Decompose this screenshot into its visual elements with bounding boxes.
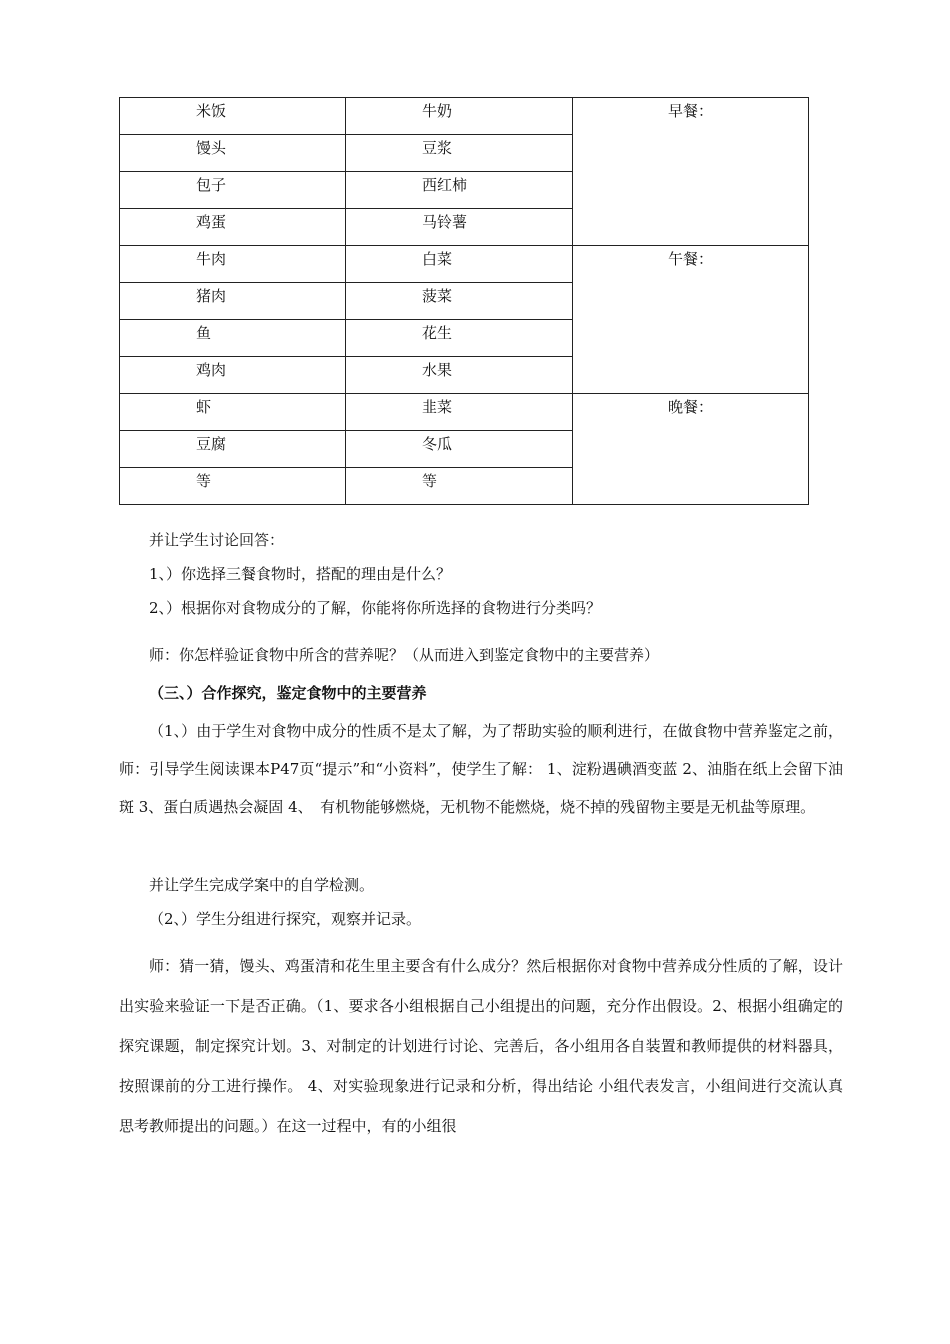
breakfast-cell: 早餐： [573,98,809,246]
table-cell: 等 [120,468,346,505]
discussion-intro: 并让学生讨论回答： [149,531,285,549]
lunch-cell: 午餐： [573,246,809,394]
table-cell: 白菜 [346,246,573,283]
table-cell: 豆浆 [346,135,573,172]
question-2: 2、）根据你对食物成分的了解，你能将你所选择的食物进行分类吗？ [149,599,602,617]
table-row [120,394,809,431]
teacher-question: 师：你怎样验证食物中所含的营养呢？（从而进入到鉴定食物中的主要营养） [149,646,660,664]
table-cell: 等 [346,468,573,505]
table-row [120,246,809,283]
table-cell: 虾 [120,394,346,431]
table-cell: 西红柿 [346,172,573,209]
table-cell: 冬瓜 [346,431,573,468]
section-heading: （三、）合作探究，鉴定食物中的主要营养 [149,684,427,702]
table-cell: 牛奶 [346,98,573,135]
table-cell: 花生 [346,320,573,357]
step-1-paragraph: （1、）由于学生对食物中成分的性质不是太了解，为了帮助实验的顺利进行，在做食物中营养鉴定之前，师：引导学生阅读课本P47页“提示”和“小资料”，使学生了解： 1、淀粉遇碘酒变蓝 2、油脂在纸上会留下油斑 3、蛋白质遇热会凝固 4、 有机物能够燃烧，无机物不能燃烧，烧不掉的残留物主要是无机盐等原理。 [119,722,843,816]
table-cell: 猪肉 [120,283,346,320]
food-choice-table [119,97,809,505]
question-1: 1、）你选择三餐食物时，搭配的理由是什么？ [149,565,452,583]
table-cell: 水果 [346,357,573,394]
table-cell: 豆腐 [120,431,346,468]
table-row [120,98,809,135]
table-cell: 韭菜 [346,394,573,431]
table-cell: 米饭 [120,98,346,135]
table-cell: 包子 [120,172,346,209]
table-cell: 馒头 [120,135,346,172]
step-2-paragraph: （2、）学生分组进行探究，观察并记录。 [149,910,422,928]
guess-paragraph: 师：猜一猜，馒头、鸡蛋清和花生里主要含有什么成分？然后根据你对食物中营养成分性质的了解，设计出实验来验证一下是否正确。（1、要求各小组根据自己小组提出的问题，充分作出假设。2、根据小组确定的探究课题，制定探究计划。3、对制定的计划进行讨论、完善后，各小组用各自装置和教师提供的材料器具，按照课前的分工进行操作。 4、对实验现象进行记录和分析，得出结论 小组代表发言，小组间进行交流认真思考教师提出的问题。）在这一过程中，有的小组很 [119,957,843,1135]
table-cell: 鸡肉 [120,357,346,394]
table-cell: 马铃薯 [346,209,573,246]
table-cell: 鱼 [120,320,346,357]
table-cell: 菠菜 [346,283,573,320]
self-check-paragraph: 并让学生完成学案中的自学检测。 [149,876,375,894]
dinner-cell: 晚餐： [573,394,809,505]
table-cell: 鸡蛋 [120,209,346,246]
table-cell: 牛肉 [120,246,346,283]
